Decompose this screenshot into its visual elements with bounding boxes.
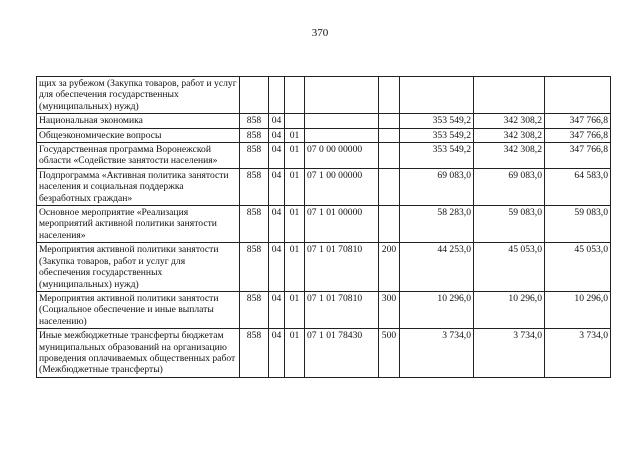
subsection-cell: 01 bbox=[285, 168, 305, 205]
row-name-cell: Основное мероприятие «Реализация мероприятий активной политики занятости населения» bbox=[37, 206, 240, 243]
year2-amount-cell: 342 308,2 bbox=[474, 128, 545, 142]
grbs-cell: 858 bbox=[240, 128, 269, 142]
expense-type-cell: 500 bbox=[379, 329, 400, 378]
table-row bbox=[37, 128, 611, 142]
table-row bbox=[37, 329, 611, 378]
grbs-cell: 858 bbox=[240, 243, 269, 292]
grbs-cell: 858 bbox=[240, 206, 269, 243]
grbs-cell: 858 bbox=[240, 143, 269, 169]
row-name-cell: Национальная экономика bbox=[37, 114, 240, 128]
expense-type-cell bbox=[379, 168, 400, 205]
year2-amount-cell: 45 053,0 bbox=[474, 243, 545, 292]
year1-amount-cell: 3 734,0 bbox=[400, 329, 474, 378]
year2-amount-cell: 69 083,0 bbox=[474, 168, 545, 205]
year3-amount-cell bbox=[545, 77, 611, 114]
year3-amount-cell: 347 766,8 bbox=[545, 143, 611, 169]
target-article-cell: 07 1 01 70810 bbox=[305, 291, 379, 328]
row-name-cell: щих за рубежом (Закупка товаров, работ и услуг для обеспечения государственных (муниципальных) нужд) bbox=[37, 77, 240, 114]
target-article-cell: 07 0 00 00000 bbox=[305, 143, 379, 169]
year1-amount-cell: 353 549,2 bbox=[400, 143, 474, 169]
row-name-cell: Государственная программа Воронежской области «Содействие занятости населения» bbox=[37, 143, 240, 169]
year1-amount-cell: 69 083,0 bbox=[400, 168, 474, 205]
year1-amount-cell: 353 549,2 bbox=[400, 128, 474, 142]
row-name-cell: Общеэкономические вопросы bbox=[37, 128, 240, 142]
table-row bbox=[37, 143, 611, 169]
subsection-cell bbox=[285, 114, 305, 128]
section-cell: 04 bbox=[269, 128, 285, 142]
expense-type-cell bbox=[379, 77, 400, 114]
subsection-cell: 01 bbox=[285, 143, 305, 169]
section-cell: 04 bbox=[269, 206, 285, 243]
subsection-cell bbox=[285, 77, 305, 114]
target-article-cell bbox=[305, 128, 379, 142]
grbs-cell bbox=[240, 77, 269, 114]
budget-table bbox=[36, 76, 611, 378]
target-article-cell: 07 1 00 00000 bbox=[305, 168, 379, 205]
year2-amount-cell: 342 308,2 bbox=[474, 143, 545, 169]
year2-amount-cell: 10 296,0 bbox=[474, 291, 545, 328]
row-name-cell: Мероприятия активной политики занятости (Социальное обеспечение и иные выплаты населению) bbox=[37, 291, 240, 328]
year1-amount-cell bbox=[400, 77, 474, 114]
section-cell: 04 bbox=[269, 329, 285, 378]
grbs-cell: 858 bbox=[240, 291, 269, 328]
table-row bbox=[37, 168, 611, 205]
grbs-cell: 858 bbox=[240, 329, 269, 378]
target-article-cell: 07 1 01 00000 bbox=[305, 206, 379, 243]
subsection-cell: 01 bbox=[285, 243, 305, 292]
year1-amount-cell: 58 283,0 bbox=[400, 206, 474, 243]
grbs-cell: 858 bbox=[240, 168, 269, 205]
table-body bbox=[37, 77, 611, 378]
subsection-cell: 01 bbox=[285, 128, 305, 142]
table-row bbox=[37, 114, 611, 128]
expense-type-cell: 300 bbox=[379, 291, 400, 328]
row-name-cell: Мероприятия активной политики занятости (Закупка товаров, работ и услуг для обеспечения государственных (муниципальных) нужд) bbox=[37, 243, 240, 292]
target-article-cell: 07 1 01 78430 bbox=[305, 329, 379, 378]
year1-amount-cell: 10 296,0 bbox=[400, 291, 474, 328]
row-name-cell: Иные межбюджетные трансферты бюджетам муниципальных образований на организацию проведения оплачиваемых общественных работ (Межбюджетные трансферты) bbox=[37, 329, 240, 378]
table-row bbox=[37, 291, 611, 328]
year3-amount-cell: 64 583,0 bbox=[545, 168, 611, 205]
year3-amount-cell: 347 766,8 bbox=[545, 128, 611, 142]
table-row bbox=[37, 206, 611, 243]
year2-amount-cell: 3 734,0 bbox=[474, 329, 545, 378]
section-cell: 04 bbox=[269, 114, 285, 128]
subsection-cell: 01 bbox=[285, 329, 305, 378]
target-article-cell: 07 1 01 70810 bbox=[305, 243, 379, 292]
section-cell bbox=[269, 77, 285, 114]
expense-type-cell bbox=[379, 114, 400, 128]
year3-amount-cell: 347 766,8 bbox=[545, 114, 611, 128]
expense-type-cell bbox=[379, 206, 400, 243]
expense-type-cell bbox=[379, 128, 400, 142]
row-name-cell: Подпрограмма «Активная политика занятости населения и социальная поддержка безработных граждан» bbox=[37, 168, 240, 205]
table-row bbox=[37, 77, 611, 114]
year2-amount-cell: 342 308,2 bbox=[474, 114, 545, 128]
expense-type-cell bbox=[379, 143, 400, 169]
year3-amount-cell: 45 053,0 bbox=[545, 243, 611, 292]
grbs-cell: 858 bbox=[240, 114, 269, 128]
year1-amount-cell: 44 253,0 bbox=[400, 243, 474, 292]
section-cell: 04 bbox=[269, 243, 285, 292]
year3-amount-cell: 10 296,0 bbox=[545, 291, 611, 328]
page-number: 370 bbox=[311, 27, 329, 39]
section-cell: 04 bbox=[269, 143, 285, 169]
subsection-cell: 01 bbox=[285, 291, 305, 328]
section-cell: 04 bbox=[269, 168, 285, 205]
year3-amount-cell: 3 734,0 bbox=[545, 329, 611, 378]
target-article-cell bbox=[305, 77, 379, 114]
year2-amount-cell: 59 083,0 bbox=[474, 206, 545, 243]
expense-type-cell: 200 bbox=[379, 243, 400, 292]
table-row bbox=[37, 243, 611, 292]
subsection-cell: 01 bbox=[285, 206, 305, 243]
section-cell: 04 bbox=[269, 291, 285, 328]
year2-amount-cell bbox=[474, 77, 545, 114]
target-article-cell bbox=[305, 114, 379, 128]
year1-amount-cell: 353 549,2 bbox=[400, 114, 474, 128]
year3-amount-cell: 59 083,0 bbox=[545, 206, 611, 243]
